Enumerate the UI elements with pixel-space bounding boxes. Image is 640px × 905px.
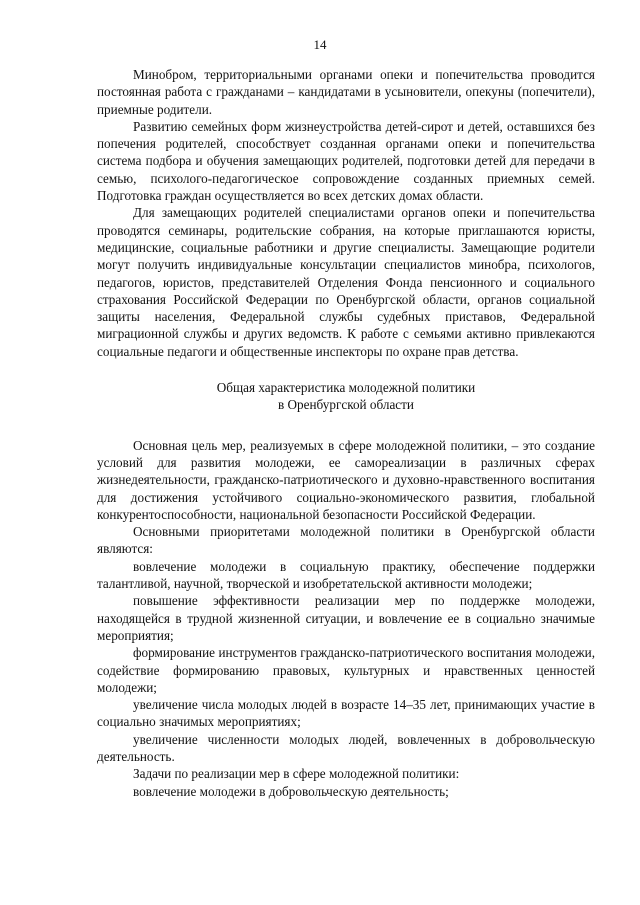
list-item: формирование инструментов гражданско-патриотического воспитания молодежи, содействие формированию правовых, культурных и нравственных ценностей молодежи; [97,645,595,695]
paragraph: Основными приоритетами молодежной политики в Оренбургской области являются: [97,524,595,557]
section-heading-line: в Оренбургской области [278,397,414,413]
list-item: повышение эффективности реализации мер по поддержке молодежи, находящейся в трудной жизненной ситуации, и вовлечение ее в социально значимые мероприятия; [97,593,595,643]
document-body [97,66,595,800]
section-heading [97,379,595,414]
list-item: увеличение числа молодых людей в возрасте 14–35 лет, принимающих участие в социально значимых мероприятиях; [97,697,595,730]
paragraph: Минобром, территориальными органами опеки и попечительства проводится постоянная работа с гражданами – кандидатами в усыновители, опекуны (попечители), приемные родители. [97,67,595,117]
page-number: 14 [313,37,327,52]
paragraph: Развитию семейных форм жизнеустройства детей-сирот и детей, оставшихся без попечения родителей, способствует созданная органами опеки и попечительства система подбора и обучения замещающих родителей, подготовки детей для передачи в семью, психолого-педагогическое сопровождение созданных приемных семей. Подготовка граждан осуществляется во всех детских домах области. [97,118,595,204]
paragraph: Задачи по реализации мер в сфере молодежной политики: [133,766,460,782]
paragraph: Основная цель мер, реализуемых в сфере молодежной политики, – это создание условий для развития молодежи, ее самореализации в различных сферах жизнедеятельности, гражданско-патриотического и духовно-нравственного воспитания для достижения устойчивого социально-экономического развития, глобальной конкурентоспособности, национальной безопасности Российской Федерации. [97,437,595,522]
paragraph: Для замещающих родителей специалистами органов опеки и попечительства проводятся семинары, родительские собрания, на которые приглашаются юристы, медицинские, социальные работники и другие специалисты. Замещающие родители могут получить индивидуальные консультации специалистов минобра, психологов, педагогов, юристов, представителей Отделения Фонда пенсионного и социального страхования Российской Федерации по Оренбургской области, органов социальной защиты населения, Федеральной службы судебных приставов, Федеральной миграционной службы и других ведомств. К работе с семьями активно привлекаются социальные педагоги и общественные инспекторы по охране прав детства. [97,205,595,359]
list-item: вовлечение молодежи в добровольческую деятельность; [133,783,449,799]
list-item: вовлечение молодежи в социальную практику, обеспечение поддержки талантливой, научной, творческой и изобретательской активности молодежи; [97,558,595,592]
list-item: увеличение численности молодых людей, вовлеченных в добровольческую деятельность. [97,731,595,764]
section-heading-line: Общая характеристика молодежной политики [216,380,476,396]
